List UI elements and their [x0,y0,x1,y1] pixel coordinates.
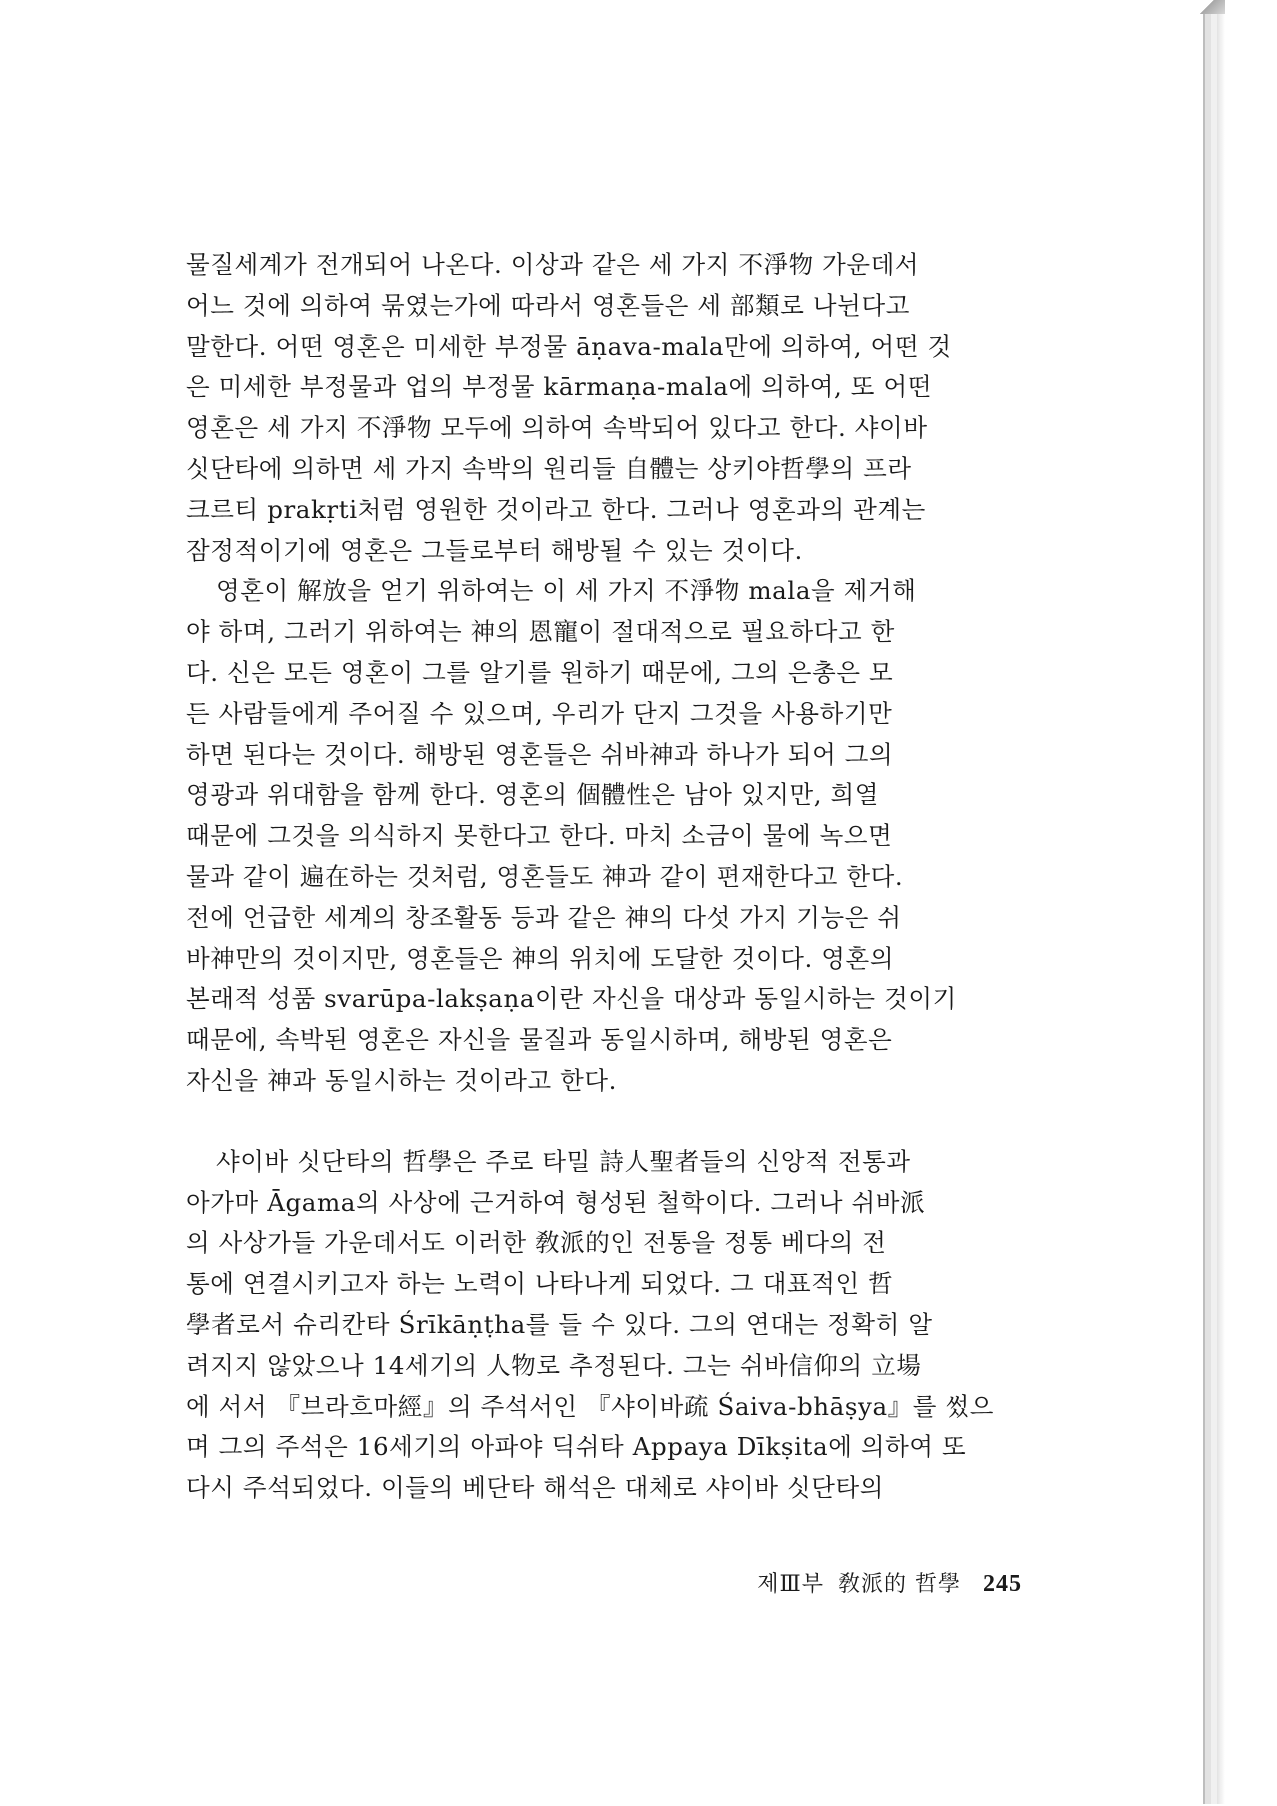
page-edge-shadow [1203,10,1225,1804]
footer-chapter-title: 敎派的 哲學 [838,1572,961,1597]
paragraph-3: 샤이바 싯단타의 哲學은 주로 타밀 詩人聖者들의 신앙적 전통과 아가마 Āgama의 사상에 근거하여 형성된 철학이다. 그러나 쉬바派 의 사상가들 가운데서도 이러한 敎派的인 전통을 정통 베다의 전 통에 연결시키고자 하는 노력이 나타나게 되었다. 그 대표적인 哲 學者로서 슈리칸타 Śrīkāṇṭha를 들 수 있다. 그의 연대는 정확히 알 려지지 않았으나 14세기의 人物로 추정된다. 그는 쉬바信仰의 立場 에 서서 『브라흐마經』의 주석서인 『샤이바疏 Śaiva-bhāṣya』를 썼으 며 그의 주석은 16세기의 아파야 딕쉬타 Appaya Dīkṣita에 의하여 또 다시 주석되었다. 이들의 베단타 해석은 대체로 샤이바 싯단타의 [186,1146,994,1503]
page-footer [700,1567,1022,1598]
body-text [186,245,1022,1509]
footer-part-label: 제Ⅲ부 [757,1572,824,1597]
paragraph-1: 물질세계가 전개되어 나온다. 이상과 같은 세 가지 不淨物 가운데서 어느 것에 의하여 묶였는가에 따라서 영혼들은 세 部類로 나뉜다고 말한다. 어떤 영혼은 미세한 부정물 āṇava-mala만에 의하여, 어떤 것 은 미세한 부정물과 업의 부정물 kārmaṇa-mala에 의하여, 또 어떤 영혼은 세 가지 不淨物 모두에 의하여 속박되어 있다고 한다. 샤이바 싯단타에 의하면 세 가지 속박의 원리들 自體는 상키야哲學의 프라 크르티 prakṛti처럼 영원한 것이라고 한다. 그러나 영혼과의 관계는 잠정적이기에 영혼은 그들로부터 해방될 수 있는 것이다. [186,250,952,565]
paragraph-2: 영혼이 解放을 얻기 위하여는 이 세 가지 不淨物 mala을 제거해 야 하며, 그러기 위하여는 神의 恩寵이 절대적으로 필요하다고 한 다. 신은 모든 영혼이 그를 알기를 원하기 때문에, 그의 은총은 모 든 사람들에게 주어질 수 있으며, 우리가 단지 그것을 사용하기만 하면 된다는 것이다. 해방된 영혼들은 쉬바神과 하나가 되어 그의 영광과 위대함을 함께 한다. 영혼의 個體性은 남아 있지만, 희열 때문에 그것을 의식하지 못한다고 한다. 마치 소금이 물에 녹으면 물과 같이 遍在하는 것처럼, 영혼들도 神과 같이 편재한다고 한다. 전에 언급한 세계의 창조활동 등과 같은 神의 다섯 가지 기능은 쉬 바神만의 것이지만, 영혼들은 神의 위치에 도달한 것이다. 영혼의 본래적 성품 svarūpa-lakṣaṇa이란 자신을 대상과 동일시하는 것이기 때문에, 속박된 영혼은 자신을 물질과 동일시하며, 해방된 영혼은 자신을 神과 동일시하는 것이라고 한다. [186,576,957,1095]
page-corner-fold [1188,0,1225,14]
page-number: 245 [983,1571,1022,1597]
